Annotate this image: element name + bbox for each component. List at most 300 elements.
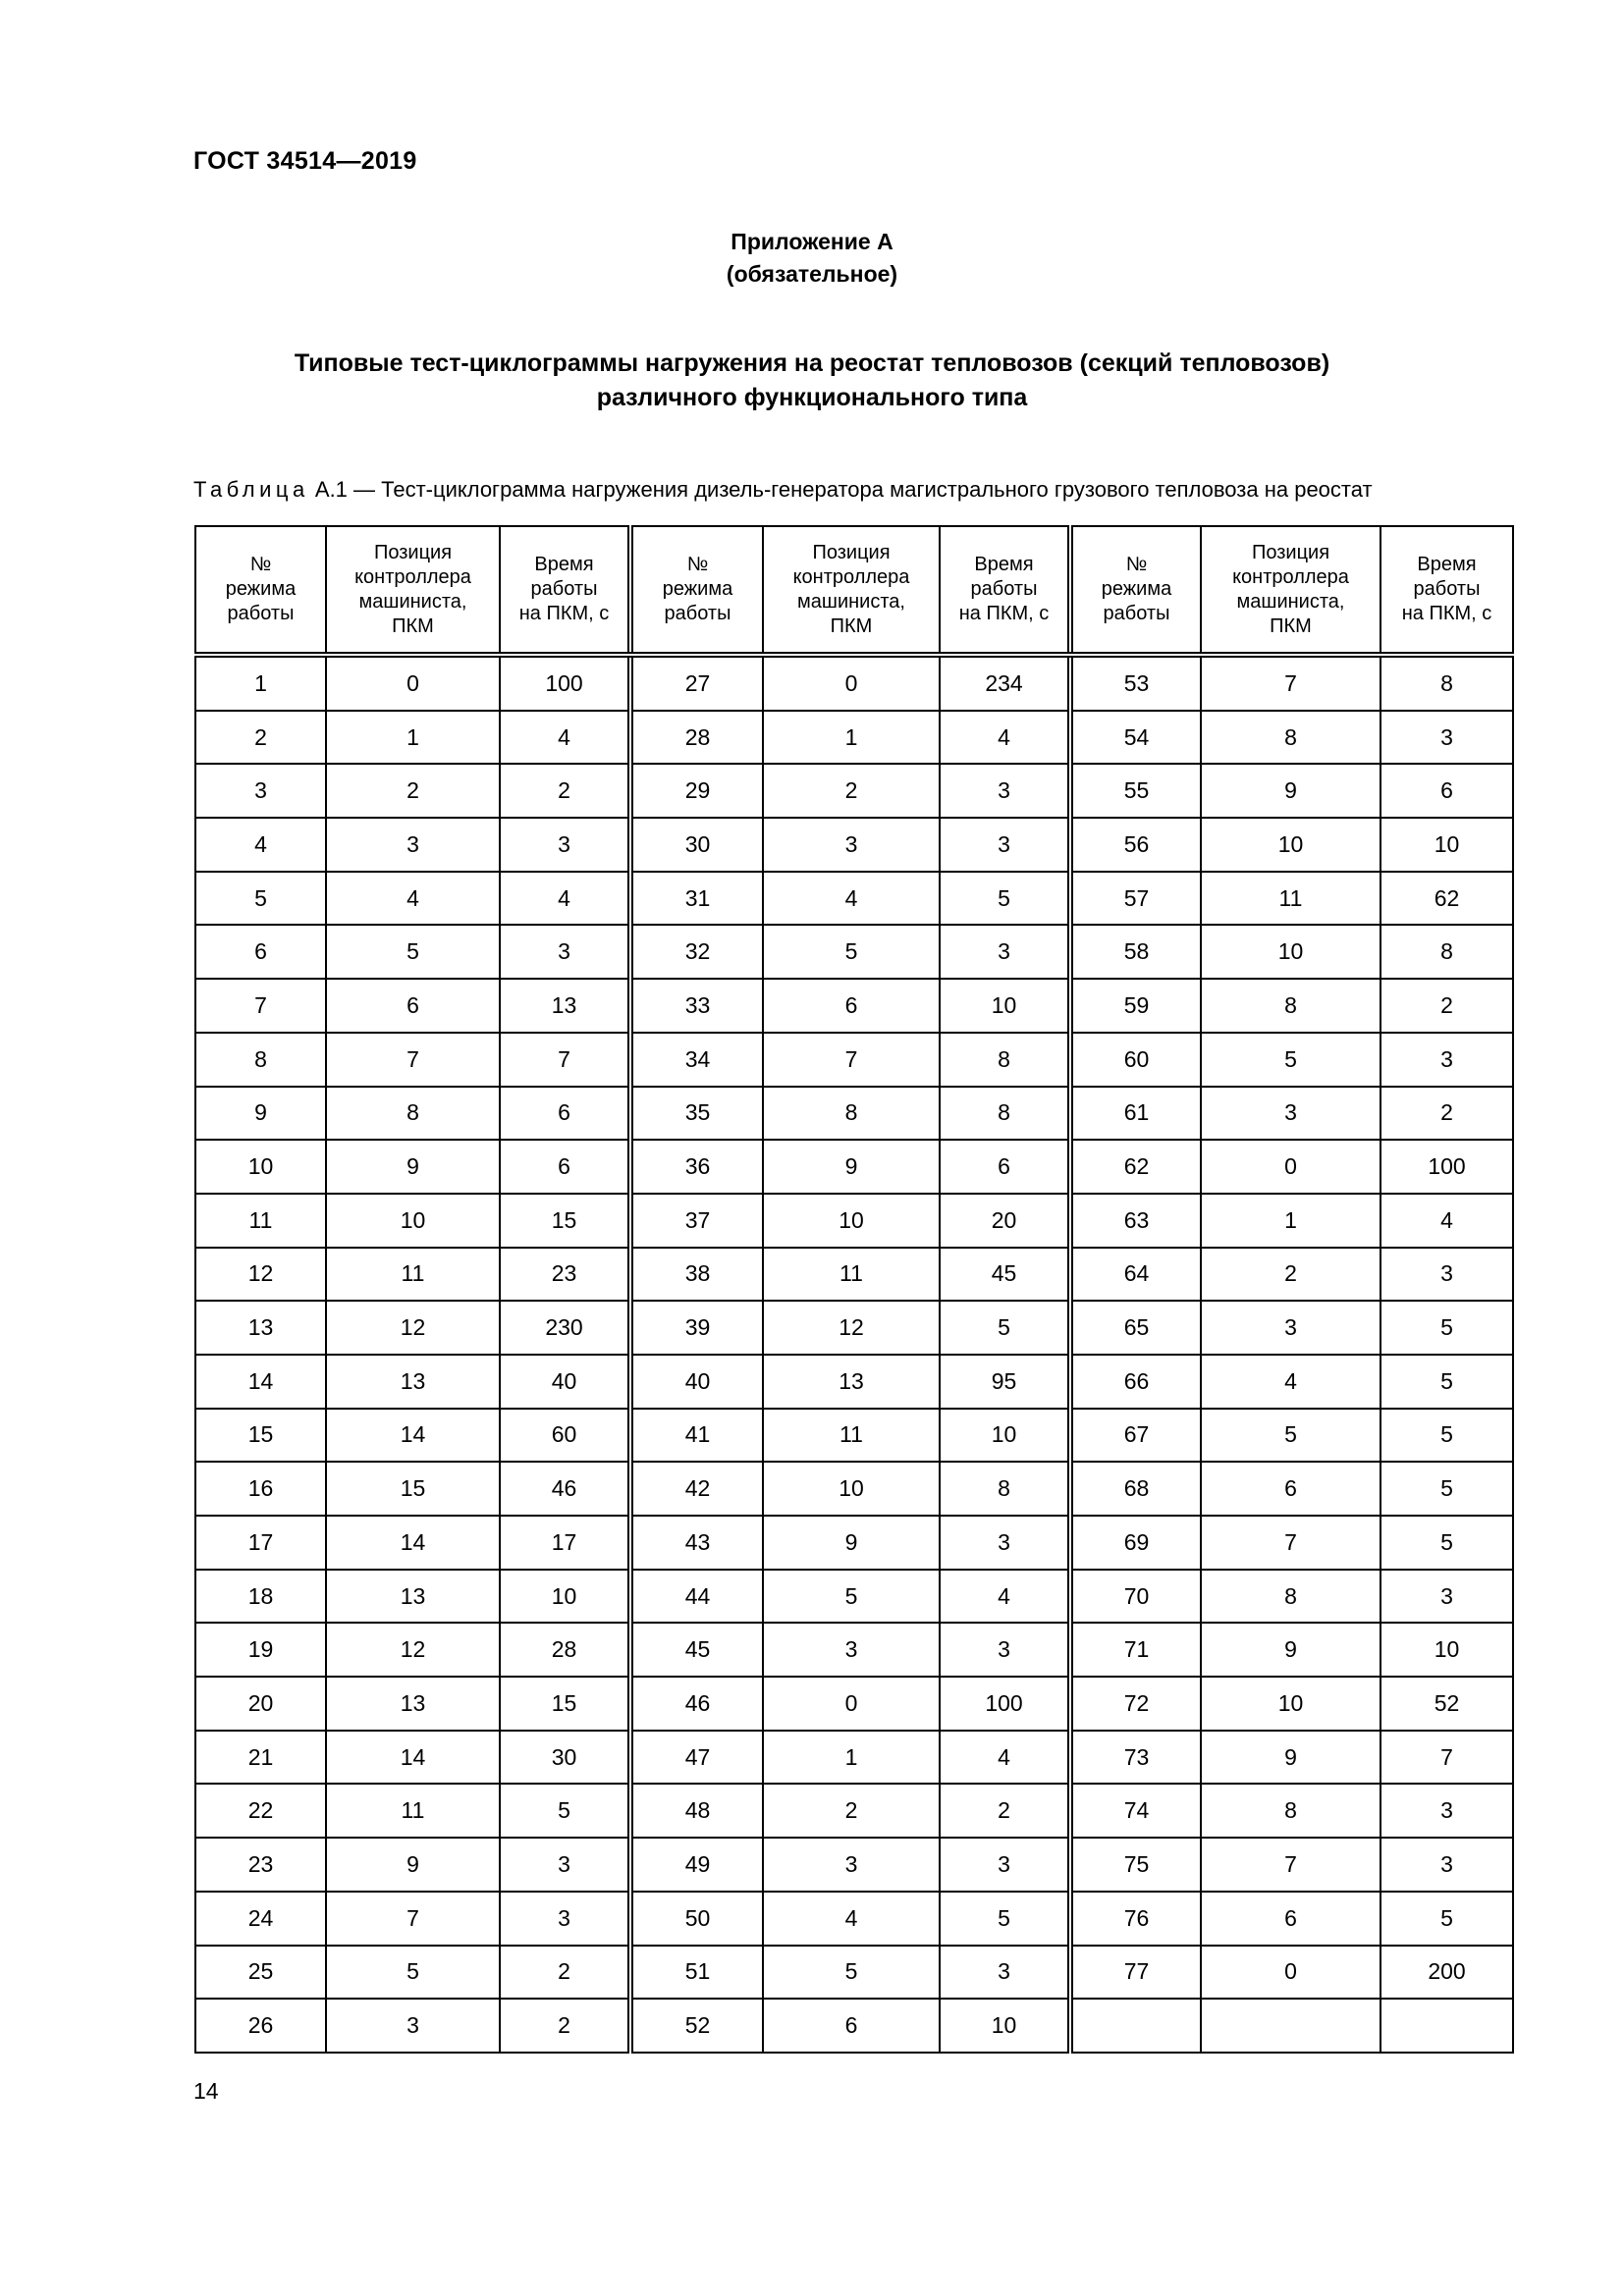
operating-time-cell: 3 xyxy=(940,1623,1070,1677)
mode-number-cell: 17 xyxy=(195,1516,326,1570)
mode-number-cell: 39 xyxy=(630,1301,763,1355)
mode-number-cell: 52 xyxy=(630,1999,763,2053)
table-row xyxy=(195,1462,1513,1516)
mode-number-cell: 77 xyxy=(1070,1946,1201,2000)
controller-position-cell: 7 xyxy=(1201,1516,1380,1570)
controller-position-cell: 5 xyxy=(1201,1409,1380,1463)
mode-number-cell: 30 xyxy=(630,818,763,872)
table-row xyxy=(195,1355,1513,1409)
operating-time-header xyxy=(940,526,1070,655)
table-header xyxy=(195,526,1513,655)
mode-number-cell: 53 xyxy=(1070,655,1201,711)
controller-position-cell: 0 xyxy=(1201,1140,1380,1194)
operating-time-cell: 5 xyxy=(940,1301,1070,1355)
controller-position-cell: 13 xyxy=(763,1355,940,1409)
operating-time-cell: 60 xyxy=(500,1409,630,1463)
mode-number-cell: 6 xyxy=(195,925,326,979)
controller-position-cell: 3 xyxy=(763,1623,940,1677)
operating-time-cell: 3 xyxy=(1380,1248,1513,1302)
controller-position-cell: 3 xyxy=(326,1999,500,2053)
mode-number-cell: 75 xyxy=(1070,1838,1201,1892)
table-row xyxy=(195,1516,1513,1570)
controller-position-cell: 5 xyxy=(763,1570,940,1624)
controller-position-cell: 6 xyxy=(763,979,940,1033)
operating-time-cell: 3 xyxy=(1380,1784,1513,1838)
table-row xyxy=(195,1248,1513,1302)
appendix-status: (обязательное) xyxy=(726,261,898,287)
operating-time-cell: 5 xyxy=(940,1892,1070,1946)
header-line: на ПКМ, с xyxy=(958,603,1050,624)
operating-time-cell: 3 xyxy=(940,1516,1070,1570)
operating-time-cell: 5 xyxy=(1380,1462,1513,1516)
mode-number-cell: 57 xyxy=(1070,872,1201,926)
operating-time-cell xyxy=(1380,1999,1513,2053)
table-row xyxy=(195,1838,1513,1892)
table-row xyxy=(195,764,1513,818)
controller-position-cell: 9 xyxy=(326,1838,500,1892)
mode-number-cell: 20 xyxy=(195,1677,326,1731)
mode-number-cell: 16 xyxy=(195,1462,326,1516)
table-row xyxy=(195,711,1513,765)
table-row xyxy=(195,872,1513,926)
mode-number-cell: 60 xyxy=(1070,1033,1201,1087)
table-header-row xyxy=(195,526,1513,655)
table-row xyxy=(195,1946,1513,2000)
controller-position-cell: 6 xyxy=(1201,1462,1380,1516)
header-line: режима xyxy=(662,578,733,600)
mode-number-cell: 50 xyxy=(630,1892,763,1946)
controller-position-cell: 14 xyxy=(326,1731,500,1785)
table-row xyxy=(195,1087,1513,1141)
mode-number-cell: 27 xyxy=(630,655,763,711)
controller-position-cell: 5 xyxy=(326,925,500,979)
controller-position-cell: 10 xyxy=(763,1462,940,1516)
operating-time-cell: 62 xyxy=(1380,872,1513,926)
page-number: 14 xyxy=(193,2078,219,2104)
operating-time-cell: 7 xyxy=(1380,1731,1513,1785)
header-line: ПКМ xyxy=(392,614,434,637)
operating-time-cell: 52 xyxy=(1380,1677,1513,1731)
header-line: Позиция xyxy=(373,541,453,563)
header-line: № xyxy=(1125,554,1148,575)
operating-time-cell: 6 xyxy=(1380,764,1513,818)
operating-time-cell: 5 xyxy=(500,1784,630,1838)
controller-position-cell: 8 xyxy=(1201,1570,1380,1624)
controller-position-cell: 11 xyxy=(763,1248,940,1302)
controller-position-cell: 10 xyxy=(1201,818,1380,872)
table-row xyxy=(195,1033,1513,1087)
controller-position-cell: 12 xyxy=(326,1301,500,1355)
controller-position-cell: 3 xyxy=(1201,1087,1380,1141)
controller-position-cell: 14 xyxy=(326,1409,500,1463)
operating-time-cell: 2 xyxy=(500,1946,630,2000)
operating-time-cell: 23 xyxy=(500,1248,630,1302)
mode-number-cell: 15 xyxy=(195,1409,326,1463)
mode-number-cell: 18 xyxy=(195,1570,326,1624)
operating-time-cell: 4 xyxy=(940,1570,1070,1624)
appendix-heading xyxy=(0,226,1624,291)
mode-number-cell: 63 xyxy=(1070,1194,1201,1248)
table-row xyxy=(195,1784,1513,1838)
controller-position-cell: 2 xyxy=(763,764,940,818)
controller-position-cell: 11 xyxy=(326,1784,500,1838)
controller-position-cell: 3 xyxy=(1201,1301,1380,1355)
mode-number-cell: 29 xyxy=(630,764,763,818)
mode-number-cell: 66 xyxy=(1070,1355,1201,1409)
controller-position-cell: 0 xyxy=(1201,1946,1380,2000)
operating-time-cell: 15 xyxy=(500,1194,630,1248)
test-cycle-table xyxy=(194,525,1514,2054)
operating-time-cell: 95 xyxy=(940,1355,1070,1409)
controller-position-cell: 5 xyxy=(763,1946,940,2000)
mode-number-cell: 11 xyxy=(195,1194,326,1248)
controller-position-cell: 9 xyxy=(1201,764,1380,818)
operating-time-cell: 2 xyxy=(1380,979,1513,1033)
operating-time-cell: 45 xyxy=(940,1248,1070,1302)
operating-time-cell: 3 xyxy=(940,925,1070,979)
mode-number-cell: 55 xyxy=(1070,764,1201,818)
operating-time-cell: 4 xyxy=(940,1731,1070,1785)
header-line: Позиция xyxy=(812,541,891,563)
operating-time-cell: 7 xyxy=(500,1033,630,1087)
controller-position-cell: 7 xyxy=(1201,655,1380,711)
table-row xyxy=(195,979,1513,1033)
controller-position-cell: 4 xyxy=(763,1892,940,1946)
controller-position-cell: 13 xyxy=(326,1677,500,1731)
mode-number-cell: 9 xyxy=(195,1087,326,1141)
controller-position-cell: 3 xyxy=(763,1838,940,1892)
mode-number-cell: 33 xyxy=(630,979,763,1033)
header-line: работы xyxy=(1413,578,1481,600)
mode-number-cell: 73 xyxy=(1070,1731,1201,1785)
header-line: Время xyxy=(974,554,1034,575)
mode-number-cell: 4 xyxy=(195,818,326,872)
mode-number-cell: 12 xyxy=(195,1248,326,1302)
operating-time-cell: 3 xyxy=(1380,1033,1513,1087)
controller-position-cell: 0 xyxy=(763,655,940,711)
table-row xyxy=(195,1409,1513,1463)
mode-number-cell: 61 xyxy=(1070,1087,1201,1141)
operating-time-cell: 5 xyxy=(1380,1892,1513,1946)
document-code: ГОСТ 34514—2019 xyxy=(193,147,417,175)
header-line: № xyxy=(686,554,709,575)
controller-position-cell: 10 xyxy=(763,1194,940,1248)
mode-number-cell: 8 xyxy=(195,1033,326,1087)
header-line: на ПКМ, с xyxy=(518,603,610,624)
controller-position-cell: 2 xyxy=(763,1784,940,1838)
mode-number-cell: 46 xyxy=(630,1677,763,1731)
controller-position-cell: 8 xyxy=(1201,979,1380,1033)
operating-time-cell: 3 xyxy=(940,818,1070,872)
table-caption-label: Таблица xyxy=(193,477,309,502)
controller-position-cell: 2 xyxy=(1201,1248,1380,1302)
controller-position-cell: 12 xyxy=(326,1623,500,1677)
operating-time-cell: 6 xyxy=(500,1140,630,1194)
operating-time-cell: 20 xyxy=(940,1194,1070,1248)
mode-number-cell: 38 xyxy=(630,1248,763,1302)
operating-time-header xyxy=(500,526,630,655)
section-title-line-1: Типовые тест-циклограммы нагружения на реостат тепловозов (секций тепловозов) xyxy=(294,349,1330,377)
appendix-label: Приложение А xyxy=(731,229,893,254)
header-line: на ПКМ, с xyxy=(1401,603,1492,624)
section-title-line-2: различного функционального типа xyxy=(596,384,1028,411)
operating-time-cell: 17 xyxy=(500,1516,630,1570)
operating-time-cell: 5 xyxy=(1380,1409,1513,1463)
header-line: работы xyxy=(1103,603,1170,624)
mode-number-cell: 62 xyxy=(1070,1140,1201,1194)
operating-time-cell: 46 xyxy=(500,1462,630,1516)
operating-time-cell: 5 xyxy=(1380,1516,1513,1570)
operating-time-cell: 3 xyxy=(500,1838,630,1892)
header-line: работы xyxy=(664,603,731,624)
controller-position-cell: 9 xyxy=(326,1140,500,1194)
operating-time-cell: 4 xyxy=(940,711,1070,765)
header-line: режима xyxy=(225,578,297,600)
controller-position-cell: 6 xyxy=(326,979,500,1033)
operating-time-cell: 30 xyxy=(500,1731,630,1785)
mode-number-cell: 5 xyxy=(195,872,326,926)
controller-position-cell: 12 xyxy=(763,1301,940,1355)
table-row xyxy=(195,818,1513,872)
controller-position-cell: 7 xyxy=(326,1033,500,1087)
operating-time-cell: 3 xyxy=(500,1892,630,1946)
controller-position-header xyxy=(1201,526,1380,655)
operating-time-cell: 3 xyxy=(1380,1838,1513,1892)
controller-position-cell: 5 xyxy=(326,1946,500,2000)
controller-position-cell: 7 xyxy=(326,1892,500,1946)
controller-position-cell: 11 xyxy=(763,1409,940,1463)
mode-number-cell: 3 xyxy=(195,764,326,818)
operating-time-cell: 3 xyxy=(1380,711,1513,765)
table-row xyxy=(195,1140,1513,1194)
controller-position-cell: 0 xyxy=(763,1677,940,1731)
mode-number-cell: 56 xyxy=(1070,818,1201,872)
operating-time-cell: 8 xyxy=(940,1462,1070,1516)
mode-number-cell: 36 xyxy=(630,1140,763,1194)
controller-position-cell: 4 xyxy=(326,872,500,926)
operating-time-cell: 4 xyxy=(500,711,630,765)
table-row xyxy=(195,925,1513,979)
table-row xyxy=(195,655,1513,711)
header-line: контроллера xyxy=(1232,565,1349,588)
controller-position-cell: 14 xyxy=(326,1516,500,1570)
operating-time-cell: 6 xyxy=(500,1087,630,1141)
table-row xyxy=(195,1677,1513,1731)
controller-position-cell: 3 xyxy=(763,818,940,872)
mode-number-cell: 35 xyxy=(630,1087,763,1141)
operating-time-cell: 200 xyxy=(1380,1946,1513,2000)
operating-time-cell: 4 xyxy=(500,872,630,926)
mode-number-cell: 22 xyxy=(195,1784,326,1838)
operating-time-cell: 28 xyxy=(500,1623,630,1677)
controller-position-cell: 9 xyxy=(1201,1731,1380,1785)
controller-position-cell: 0 xyxy=(326,655,500,711)
controller-position-cell: 8 xyxy=(1201,711,1380,765)
mode-number-cell: 74 xyxy=(1070,1784,1201,1838)
mode-number-cell: 25 xyxy=(195,1946,326,2000)
mode-number-cell: 76 xyxy=(1070,1892,1201,1946)
mode-number-cell: 59 xyxy=(1070,979,1201,1033)
header-line: работы xyxy=(227,603,295,624)
mode-number-cell: 43 xyxy=(630,1516,763,1570)
controller-position-cell: 8 xyxy=(326,1087,500,1141)
controller-position-header xyxy=(763,526,940,655)
operating-time-cell: 10 xyxy=(1380,1623,1513,1677)
mode-number-cell: 70 xyxy=(1070,1570,1201,1624)
controller-position-cell: 2 xyxy=(326,764,500,818)
operating-time-cell: 3 xyxy=(500,818,630,872)
operating-time-cell: 100 xyxy=(500,655,630,711)
table-caption-text: А.1 — Тест-циклограмма нагружения дизель-генератора магистрального грузового тепловоза на реостат xyxy=(314,477,1373,502)
mode-number-header xyxy=(630,526,763,655)
mode-number-cell: 32 xyxy=(630,925,763,979)
mode-number-cell: 37 xyxy=(630,1194,763,1248)
table-row xyxy=(195,1999,1513,2053)
mode-number-cell: 40 xyxy=(630,1355,763,1409)
header-line: машиниста, xyxy=(797,590,905,613)
mode-number-cell: 44 xyxy=(630,1570,763,1624)
operating-time-cell: 10 xyxy=(940,1409,1070,1463)
mode-number-cell: 54 xyxy=(1070,711,1201,765)
operating-time-cell: 100 xyxy=(1380,1140,1513,1194)
operating-time-cell: 15 xyxy=(500,1677,630,1731)
section-title xyxy=(0,347,1624,415)
mode-number-cell: 72 xyxy=(1070,1677,1201,1731)
header-line: Время xyxy=(534,554,594,575)
operating-time-cell: 10 xyxy=(940,979,1070,1033)
controller-position-cell: 5 xyxy=(1201,1033,1380,1087)
operating-time-cell: 8 xyxy=(940,1087,1070,1141)
header-line: машиниста, xyxy=(1236,590,1345,613)
controller-position-cell: 8 xyxy=(763,1087,940,1141)
operating-time-cell: 100 xyxy=(940,1677,1070,1731)
controller-position-cell: 5 xyxy=(763,925,940,979)
mode-number-cell: 26 xyxy=(195,1999,326,2053)
operating-time-cell: 6 xyxy=(940,1140,1070,1194)
mode-number-cell: 65 xyxy=(1070,1301,1201,1355)
operating-time-cell: 4 xyxy=(1380,1194,1513,1248)
mode-number-cell: 14 xyxy=(195,1355,326,1409)
controller-position-cell: 4 xyxy=(763,872,940,926)
mode-number-cell: 49 xyxy=(630,1838,763,1892)
header-line: ПКМ xyxy=(830,614,873,637)
operating-time-cell: 3 xyxy=(1380,1570,1513,1624)
mode-number-cell: 28 xyxy=(630,711,763,765)
operating-time-cell: 5 xyxy=(940,872,1070,926)
controller-position-cell: 11 xyxy=(326,1248,500,1302)
controller-position-cell: 1 xyxy=(763,711,940,765)
operating-time-header xyxy=(1380,526,1513,655)
controller-position-cell: 6 xyxy=(763,1999,940,2053)
mode-number-header xyxy=(195,526,326,655)
operating-time-cell: 40 xyxy=(500,1355,630,1409)
mode-number-cell: 58 xyxy=(1070,925,1201,979)
controller-position-cell: 3 xyxy=(326,818,500,872)
table-body xyxy=(195,655,1513,2053)
header-line: машиниста, xyxy=(358,590,467,613)
mode-number-cell: 47 xyxy=(630,1731,763,1785)
mode-number-cell: 31 xyxy=(630,872,763,926)
header-line: контроллера xyxy=(792,565,910,588)
controller-position-cell: 6 xyxy=(1201,1892,1380,1946)
operating-time-cell: 3 xyxy=(940,1946,1070,2000)
mode-number-cell: 64 xyxy=(1070,1248,1201,1302)
operating-time-cell: 2 xyxy=(500,1999,630,2053)
mode-number-cell: 41 xyxy=(630,1409,763,1463)
mode-number-cell: 1 xyxy=(195,655,326,711)
mode-number-cell: 34 xyxy=(630,1033,763,1087)
header-line: № xyxy=(249,554,272,575)
header-line: Время xyxy=(1417,554,1477,575)
controller-position-cell: 7 xyxy=(1201,1838,1380,1892)
mode-number-cell: 45 xyxy=(630,1623,763,1677)
mode-number-cell: 67 xyxy=(1070,1409,1201,1463)
header-line: контроллера xyxy=(354,565,471,588)
mode-number-cell: 7 xyxy=(195,979,326,1033)
table-row xyxy=(195,1623,1513,1677)
mode-number-cell: 68 xyxy=(1070,1462,1201,1516)
operating-time-cell: 3 xyxy=(500,925,630,979)
operating-time-cell: 10 xyxy=(940,1999,1070,2053)
operating-time-cell: 2 xyxy=(1380,1087,1513,1141)
table-row xyxy=(195,1731,1513,1785)
mode-number-cell: 10 xyxy=(195,1140,326,1194)
operating-time-cell: 5 xyxy=(1380,1355,1513,1409)
controller-position-cell: 1 xyxy=(763,1731,940,1785)
controller-position-cell: 9 xyxy=(763,1516,940,1570)
table-row xyxy=(195,1892,1513,1946)
header-line: режима xyxy=(1101,578,1172,600)
controller-position-cell: 1 xyxy=(326,711,500,765)
controller-position-cell: 10 xyxy=(1201,1677,1380,1731)
mode-number-cell: 23 xyxy=(195,1838,326,1892)
controller-position-cell: 7 xyxy=(763,1033,940,1087)
operating-time-cell: 2 xyxy=(940,1784,1070,1838)
controller-position-cell: 4 xyxy=(1201,1355,1380,1409)
mode-number-cell: 69 xyxy=(1070,1516,1201,1570)
mode-number-cell: 71 xyxy=(1070,1623,1201,1677)
mode-number-cell: 19 xyxy=(195,1623,326,1677)
table-row xyxy=(195,1194,1513,1248)
operating-time-cell: 234 xyxy=(940,655,1070,711)
header-line: Позиция xyxy=(1251,541,1330,563)
operating-time-cell: 5 xyxy=(1380,1301,1513,1355)
controller-position-cell: 11 xyxy=(1201,872,1380,926)
operating-time-cell: 3 xyxy=(940,764,1070,818)
operating-time-cell: 3 xyxy=(940,1838,1070,1892)
controller-position-cell: 8 xyxy=(1201,1784,1380,1838)
operating-time-cell: 10 xyxy=(1380,818,1513,872)
mode-number-cell: 2 xyxy=(195,711,326,765)
controller-position-cell: 13 xyxy=(326,1355,500,1409)
operating-time-cell: 8 xyxy=(1380,655,1513,711)
controller-position-cell: 13 xyxy=(326,1570,500,1624)
controller-position-cell: 9 xyxy=(1201,1623,1380,1677)
controller-position-cell: 1 xyxy=(1201,1194,1380,1248)
operating-time-cell: 8 xyxy=(940,1033,1070,1087)
mode-number-cell: 42 xyxy=(630,1462,763,1516)
table-caption xyxy=(193,477,1373,503)
mode-number-header xyxy=(1070,526,1201,655)
operating-time-cell: 13 xyxy=(500,979,630,1033)
mode-number-cell xyxy=(1070,1999,1201,2053)
operating-time-cell: 10 xyxy=(500,1570,630,1624)
operating-time-cell: 8 xyxy=(1380,925,1513,979)
mode-number-cell: 24 xyxy=(195,1892,326,1946)
table-row xyxy=(195,1301,1513,1355)
operating-time-cell: 2 xyxy=(500,764,630,818)
controller-position-cell: 9 xyxy=(763,1140,940,1194)
